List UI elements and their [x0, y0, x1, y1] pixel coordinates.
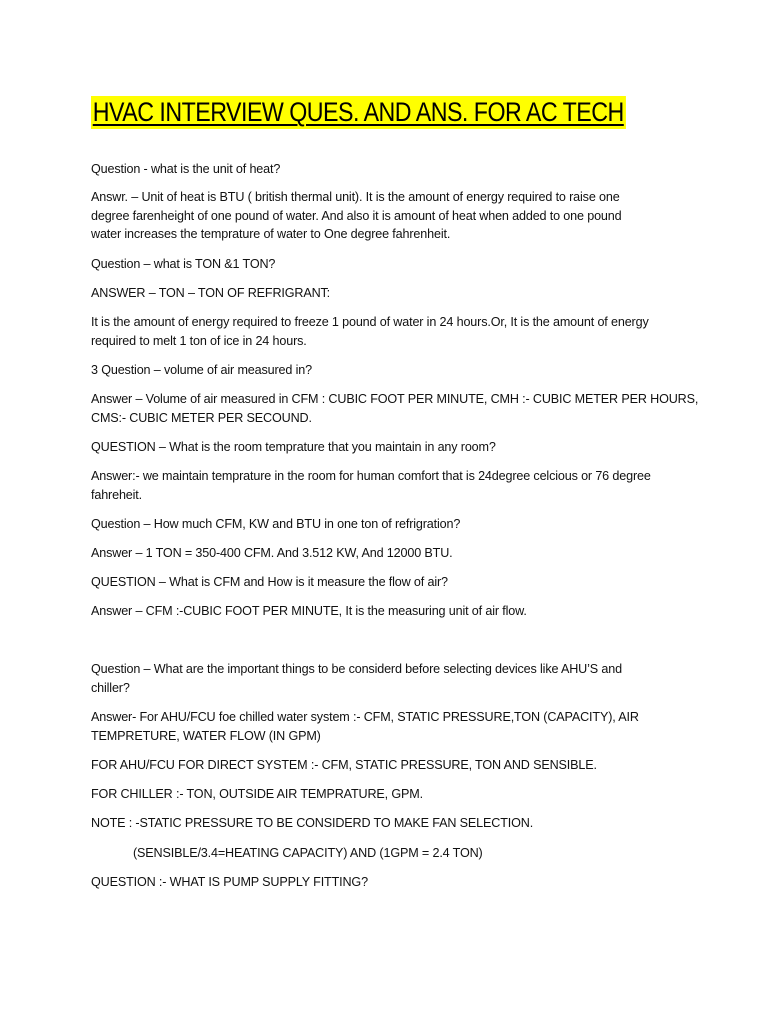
question-pump-supply-fitting: QUESTION :- WHAT IS PUMP SUPPLY FITTING? [91, 875, 368, 889]
page-title: HVAC INTERVIEW QUES. AND ANS. FOR AC TECH [92, 97, 624, 127]
answer-cfm-kw-btu: Answer – 1 TON = 350-400 CFM. And 3.512 KW, And 12000 BTU. [91, 546, 453, 560]
answer-device-selection: Answer- For AHU/FCU foe chilled water system :- CFM, STATIC PRESSURE,TON (CAPACITY), AIR TEMPRETURE, WATER FLOW (IN GPM) [91, 710, 639, 743]
title-container [91, 96, 713, 129]
question-cfm-kw-btu: Question – How much CFM, KW and BTU in one ton of refrigration? [91, 517, 461, 531]
direct-system-note: FOR AHU/FCU FOR DIRECT SYSTEM :- CFM, STATIC PRESSURE, TON AND SENSIBLE. [91, 758, 597, 772]
question-ton: Question – what is TON &1 TON? [91, 257, 276, 271]
answer-ton-heading: ANSWER – TON – TON OF REFRIGRANT: [91, 286, 331, 300]
chiller-note: FOR CHILLER :- TON, OUTSIDE AIR TEMPRATURE, GPM. [91, 787, 423, 801]
question-unit-of-heat: Question - what is the unit of heat? [91, 162, 281, 176]
question-device-selection: Question – What are the important things to be considerd before selecting devices like AHU’S and chiller? [91, 662, 622, 695]
heating-capacity-formula: (SENSIBLE/3.4=HEATING CAPACITY) AND (1GPM = 2.4 TON) [133, 846, 483, 860]
answer-ton-body: It is the amount of energy required to freeze 1 pound of water in 24 hours.Or, It is the amount of energy required to melt 1 ton of ice in 24 hours. [91, 315, 649, 348]
answer-unit-of-heat: Answr. – Unit of heat is BTU ( british thermal unit). It is the amount of energy required to raise one degree farenheight of one pound of water. And also it is amount of heat when added to one pound water increases the temprature of water to One degree fahrenheit. [91, 190, 622, 241]
answer-volume-of-air: Answer – Volume of air measured in CFM : CUBIC FOOT PER MINUTE, CMH :- CUBIC METER PER HOURS, CMS:- CUBIC METER PER SECOUND. [91, 392, 699, 425]
question-room-temperature: QUESTION – What is the room temprature that you maintain in any room? [91, 440, 496, 454]
answer-cfm-flow: Answer – CFM :-CUBIC FOOT PER MINUTE, It is the measuring unit of air flow. [91, 604, 527, 618]
answer-room-temperature: Answer:- we maintain temprature in the room for human comfort that is 24degree celcious or 76 degree fahreheit. [91, 469, 651, 502]
static-pressure-note: NOTE : -STATIC PRESSURE TO BE CONSIDERD TO MAKE FAN SELECTION. [91, 816, 534, 830]
question-volume-of-air: 3 Question – volume of air measured in? [91, 363, 312, 377]
question-cfm-flow: QUESTION – What is CFM and How is it measure the flow of air? [91, 575, 448, 589]
